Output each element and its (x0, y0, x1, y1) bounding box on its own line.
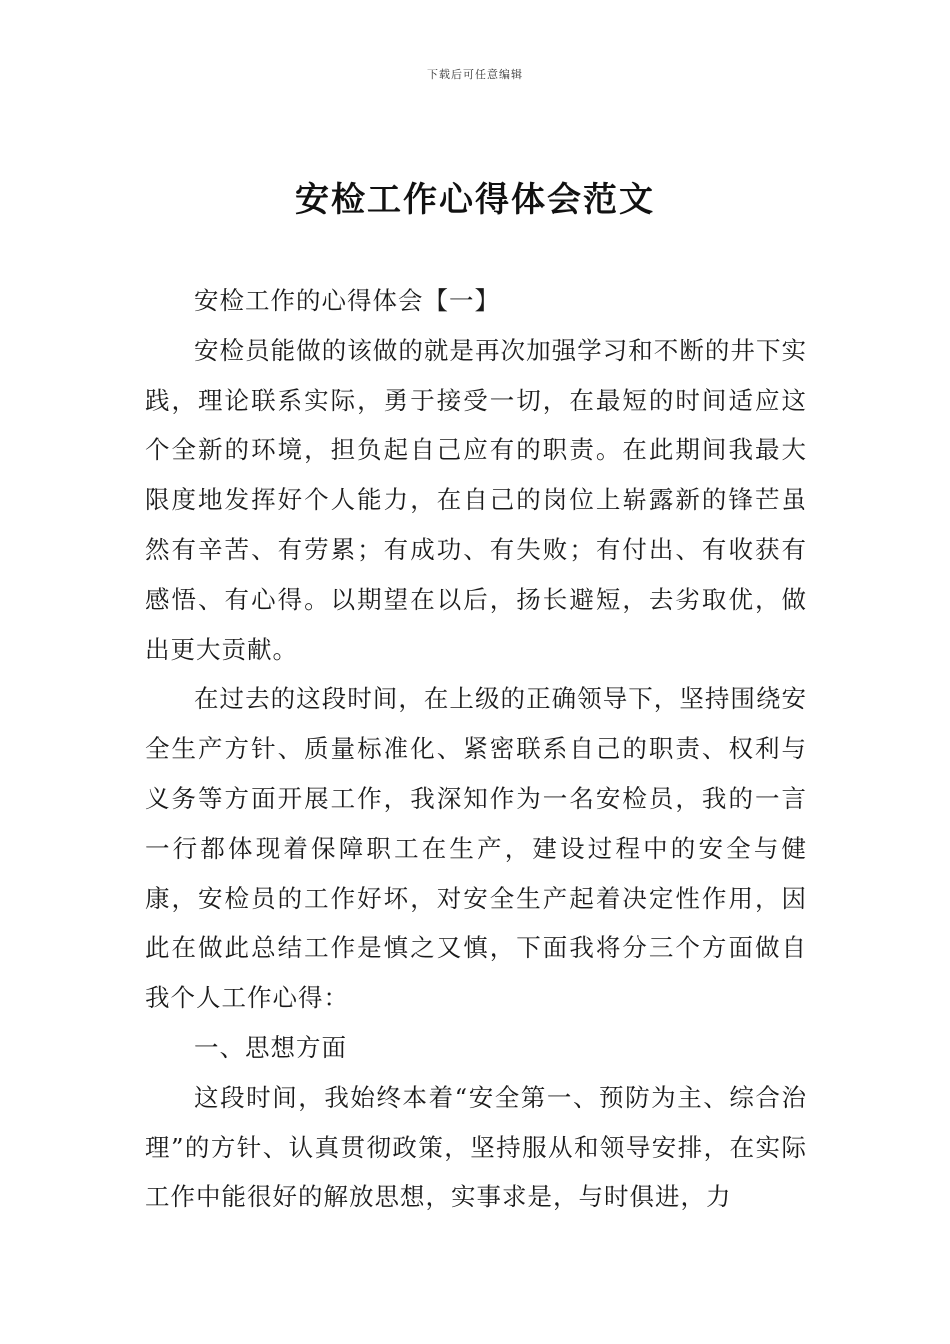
document-body (145, 276, 807, 1222)
paragraph: 这段时间，我始终本着“安全第一、预防为主、综合治理”的方针、认真贯彻政策，坚持服从和领导安排，在实际工作中能很好的解放思想，实事求是，与时俱进，力 (145, 1082, 807, 1212)
header-note: 下载后可任意编辑 (427, 68, 523, 81)
document-title: 安检工作心得体会范文 (295, 180, 655, 220)
section-heading-1: 安检工作的心得体会【一】 (194, 286, 500, 315)
paragraph: 在过去的这段时间，在上级的正确领导下，坚持围绕安全生产方针、质量标准化、紧密联系自己的职责、权利与义务等方面开展工作，我深知作为一名安检员，我的一言一行都体现着保障职工在生产，建设过程中的安全与健康，安检员的工作好坏，对安全生产起着决定性作用，因此在做此总结工作是慎之又慎，下面我将分三个方面做自我个人工作心得： (145, 684, 807, 1013)
paragraph: 安检员能做的该做的就是再次加强学习和不断的井下实践，理论联系实际，勇于接受一切，在最短的时间适应这个全新的环境，担负起自己应有的职责。在此期间我最大限度地发挥好个人能力，在自己的岗位上崭露新的锋芒虽然有辛苦、有劳累；有成功、有失败；有付出、有收获有感悟、有心得。以期望在以后，扬长避短，去劣取优，做出更大贡献。 (145, 335, 807, 664)
section-heading-thought: 一、思想方面 (194, 1032, 347, 1062)
